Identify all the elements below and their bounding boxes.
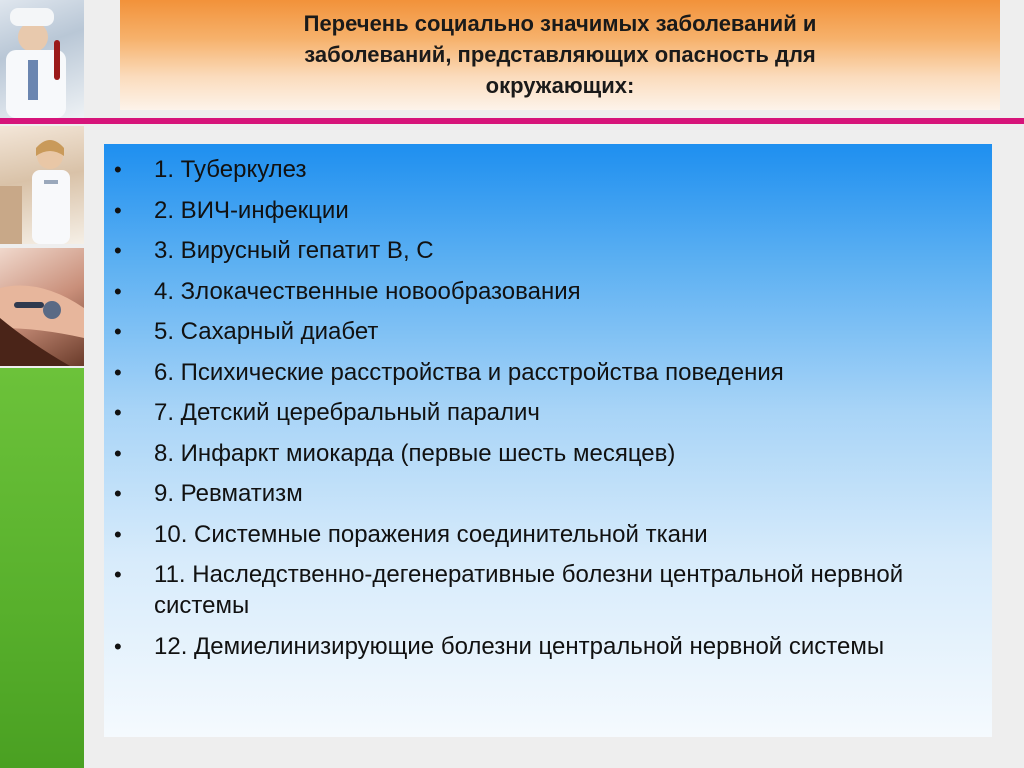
list-item-text: 7. Детский церебральный паралич [154,399,540,426]
list-item [104,276,992,307]
bullet-icon: • [114,359,122,385]
list-item-text: 4. Злокачественные новообразования [154,277,581,305]
list-item-text: 10. Системные поражения соединительной ткани [154,520,708,548]
bullet-icon: • [114,157,122,182]
list-item-text: 6. Психические расстройства и расстройства поведения [154,358,784,386]
bullet-icon: • [114,319,122,344]
list-item-text: 1. Туберкулез [154,156,307,183]
list-item-text: 8. Инфаркт миокарда (первые шесть месяцев) [154,439,676,467]
list-item [104,195,992,226]
disease-list [104,154,992,671]
bullet-icon: • [114,633,122,659]
list-item [104,357,992,388]
bullet-icon: • [114,238,122,263]
list-item-text: 11. Наследственно-дегенеративные болезни центральной нервной системы [154,561,904,619]
nurse-photo [0,126,84,244]
content-panel [104,144,992,737]
photo-strip [0,0,84,768]
list-item-text: 9. Ревматизм [154,480,303,507]
list-item [104,438,992,469]
title-line-2: заболеваний, представляющих опасность для [304,42,816,67]
doctor-photo [0,0,84,118]
green-accent-bar [0,368,84,768]
page-title [120,8,1000,101]
title-line-1: Перечень социально значимых заболеваний и [303,11,817,36]
list-item-text: 5. Сахарный диабет [154,318,379,345]
bullet-icon: • [114,440,122,466]
bullet-icon: • [114,400,122,425]
list-item-text: 2. ВИЧ-инфекции [154,196,349,224]
list-item [104,154,992,185]
list-item [104,478,992,509]
title-banner [120,0,1000,110]
bullet-icon: • [114,197,122,223]
list-item [104,519,992,550]
bullet-icon: • [114,278,122,304]
title-line-3: окружающих: [485,73,635,98]
blood-pressure-photo [0,248,84,366]
bullet-icon: • [114,521,122,547]
list-item [104,559,992,621]
list-item [104,397,992,428]
bullet-icon: • [114,562,122,587]
list-item-text: 12. Демиелинизирующие болезни центральной нервной системы [154,632,885,660]
bullet-icon: • [114,481,122,506]
list-item [104,316,992,347]
list-item [104,631,992,662]
list-item [104,235,992,266]
list-item-text: 3. Вирусный гепатит В, С [154,237,434,264]
